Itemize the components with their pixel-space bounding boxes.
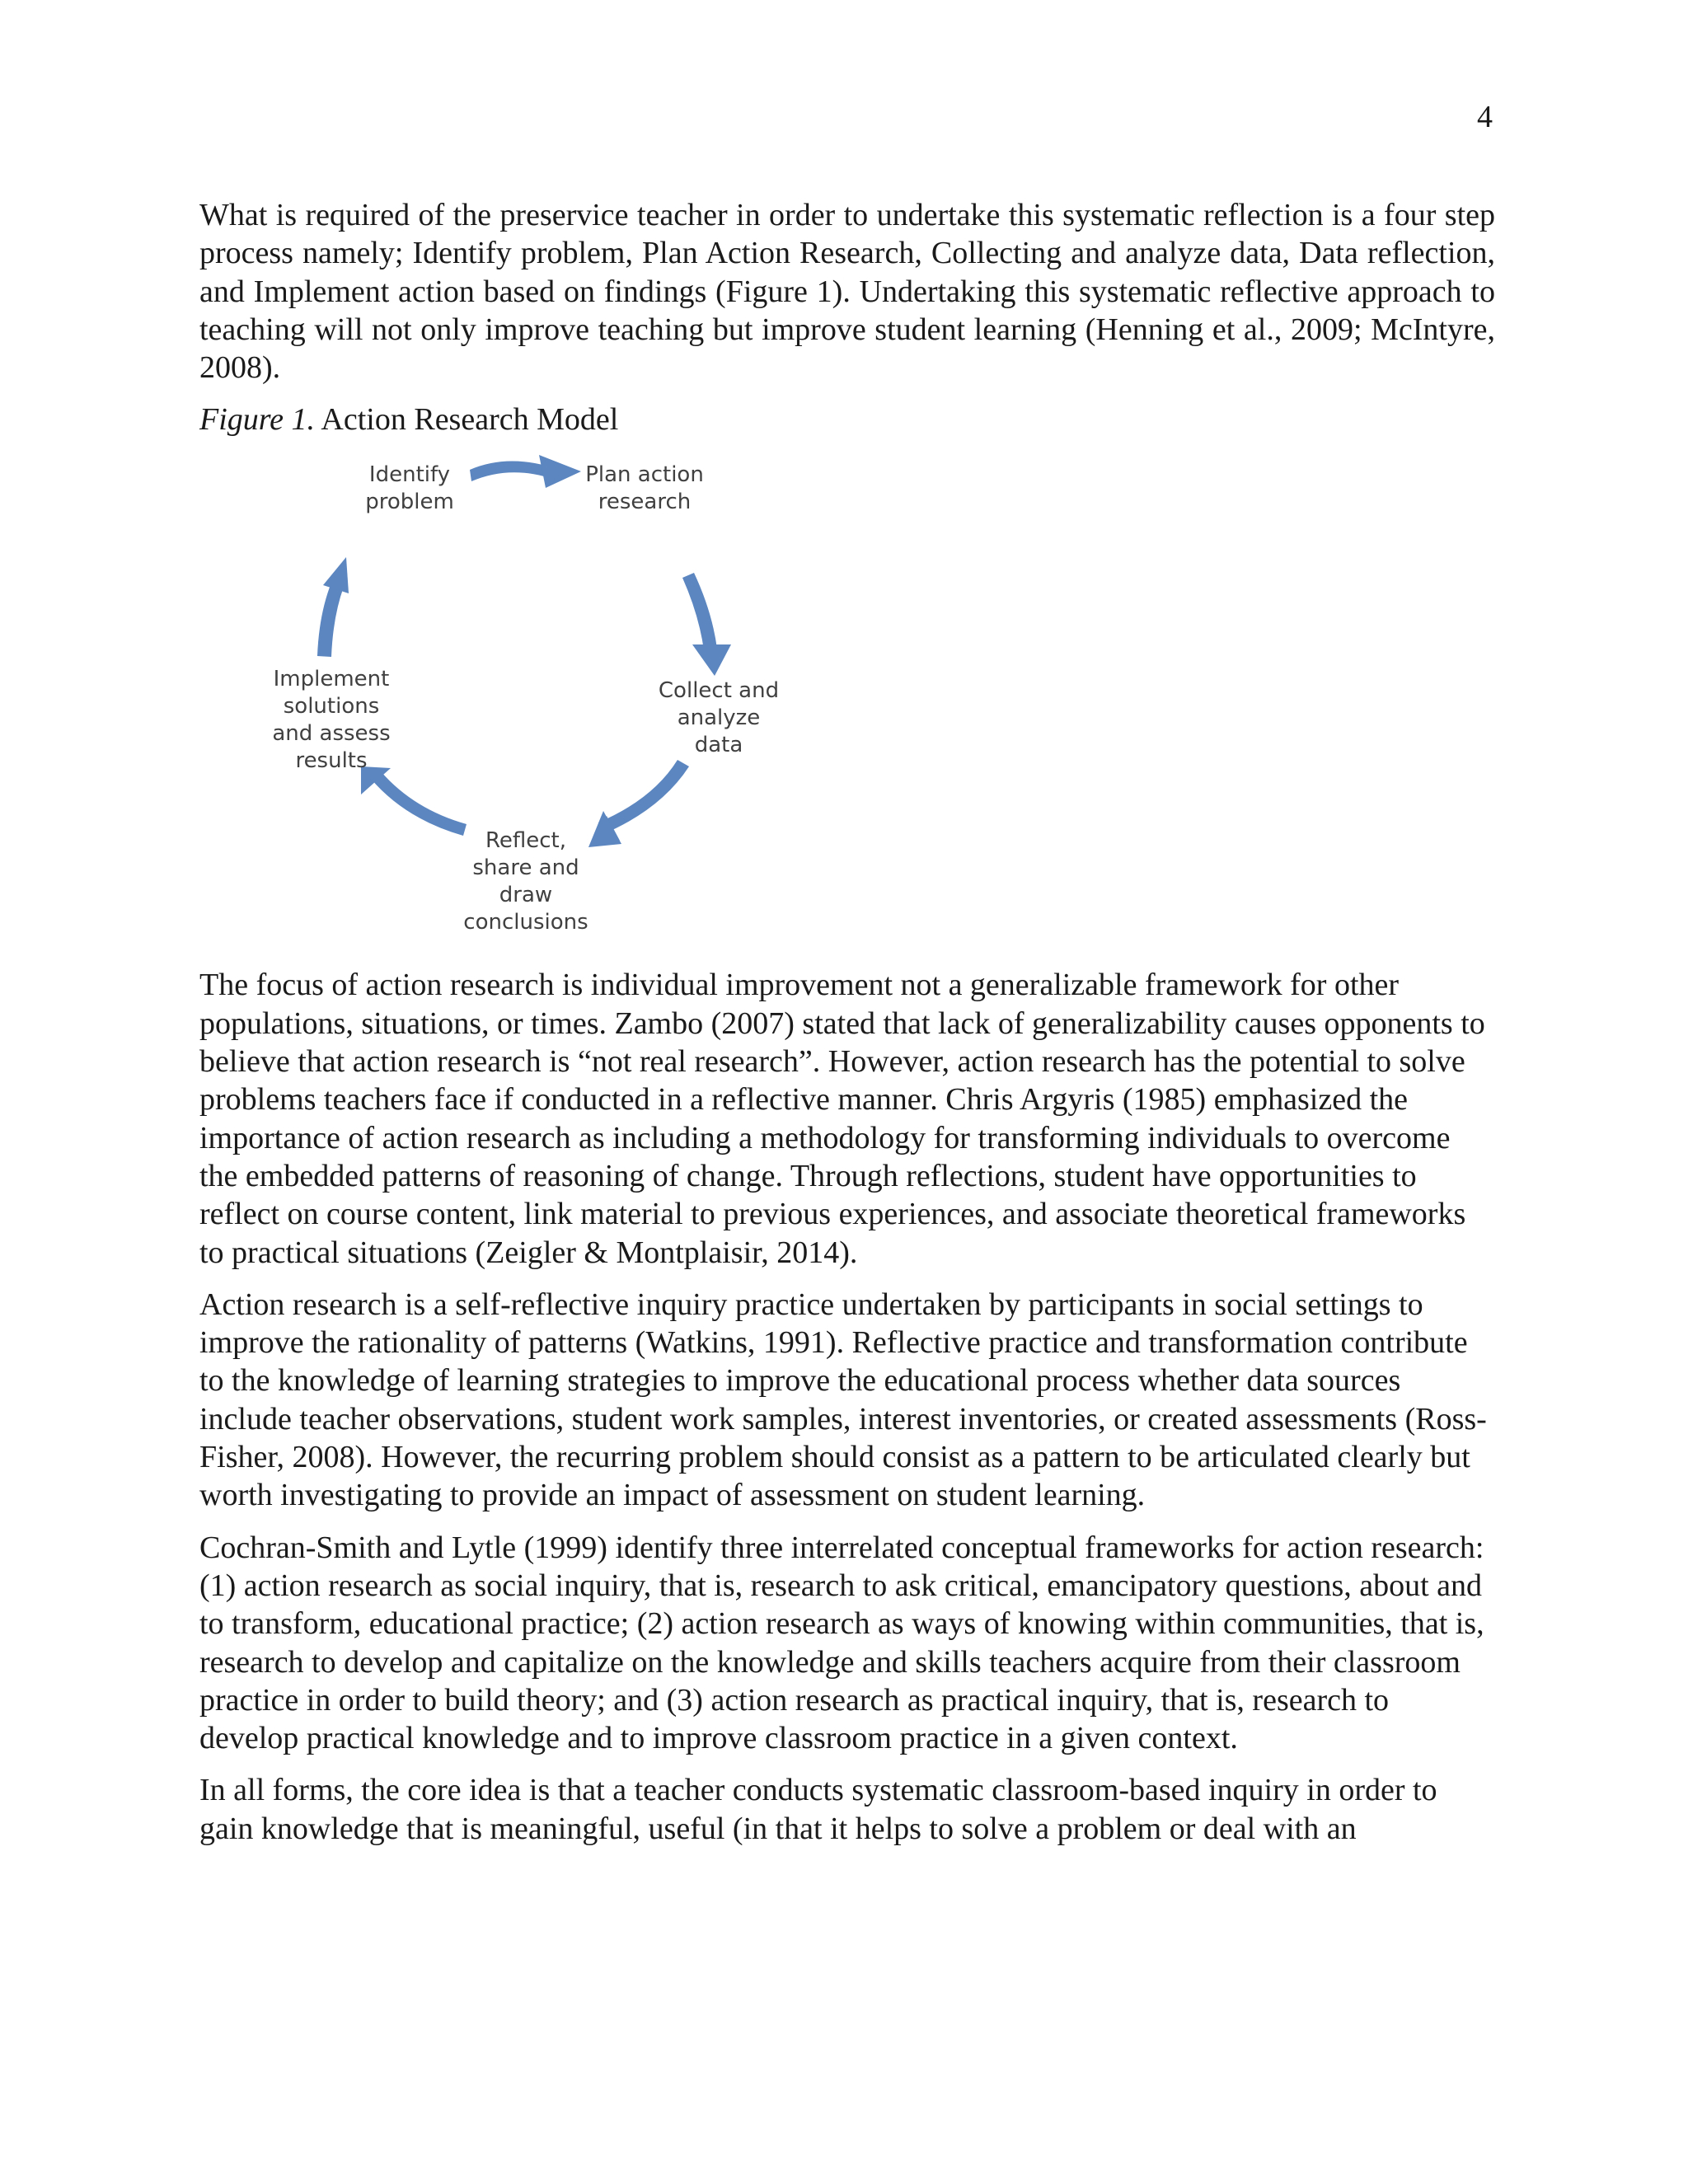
body-paragraph-3: Cochran-Smith and Lytle (1999) identify three interrelated conceptual frameworks for action research: (1) action research as social inquiry, that is, research to ask critical, emancipatory questions, about and to transform, educational practice; (2) action research as ways of knowing within communities, that is, research to develop and capitalize on the knowledge and skills teachers acquire from their classroom practice in order to build theory; and (3) action research as practical inquiry, that is, research to develop practical knowledge and to improve classroom practice in a given context.: [199, 1530, 1484, 1756]
arrow-implement-to-identify: [317, 557, 349, 657]
arrow-plan-to-collect: [682, 573, 731, 676]
intro-paragraph: What is required of the preservice teacher in order to undertake this systematic reflection is a four step process namely; Identify problem, Plan Action Research, Collecting and analyze data, Data reflection, and Implement action based on findings (Figure 1). Undertaking this systematic reflective approach to teaching will not only improve teaching but improve student learning (Henning et al., 2009; McIntyre, 2008).: [199, 198, 1495, 386]
step-implement-solutions: Implement solutions and assess results: [272, 667, 391, 774]
body-paragraph-1: The focus of action research is individual improvement not a generalizable framework for other populations, situations, or times. Zambo (2007) stated that lack of generalizability causes opponents to believe that action research is “not real research”. However, action research has the potential to solve problems teachers face if conducted in a reflective manner. Chris Argyris (1985) emphasized the importance of action research as including a methodology for transforming individuals to overcome the embedded patterns of reasoning of change. Through reflections, student have opportunities to reflect on course content, link material to previous experiences, and associate theoretical frameworks to practical situations (Zeigler & Montplaisir, 2014).: [199, 968, 1485, 1270]
page-number: 4: [1477, 100, 1493, 134]
arrow-identify-to-plan: [470, 455, 581, 488]
arrow-collect-to-reflect: [588, 760, 689, 847]
body-paragraph-4: In all forms, the core idea is that a teacher conducts systematic classroom-based inquiry in order to gain knowledge that is meaningful, useful (in that it helps to solve a problem or deal with an: [199, 1773, 1437, 1846]
step-reflect-share-conclude: Reflect, share and draw conclusions: [463, 828, 588, 935]
step-identify-problem: Identify problem: [365, 462, 454, 515]
body-paragraph-2: Action research is a self-reflective inquiry practice undertaken by participants in social settings to improve the rationality of patterns (Watkins, 1991). Reflective practice and transformation contribute to the knowledge of learning strategies to improve the educational process whether data sources include teacher observations, student work samples, interest inventories, or created assessments (Ross-Fisher, 2008). However, the recurring problem should consist as a pattern to be articulated clearly but worth investigating to provide an impact of assessment on student learning.: [199, 1286, 1487, 1513]
arrow-reflect-to-implement: [361, 766, 467, 836]
figure-label: Figure 1.: [199, 402, 316, 438]
action-research-cycle-diagram: [199, 438, 859, 966]
figure-title: Action Research Model: [321, 402, 619, 438]
step-collect-analyze-data: Collect and analyze data: [658, 678, 780, 758]
step-plan-action-research: Plan action research: [585, 462, 704, 515]
figure-caption: [199, 401, 1495, 438]
document-body: [199, 196, 1495, 1862]
